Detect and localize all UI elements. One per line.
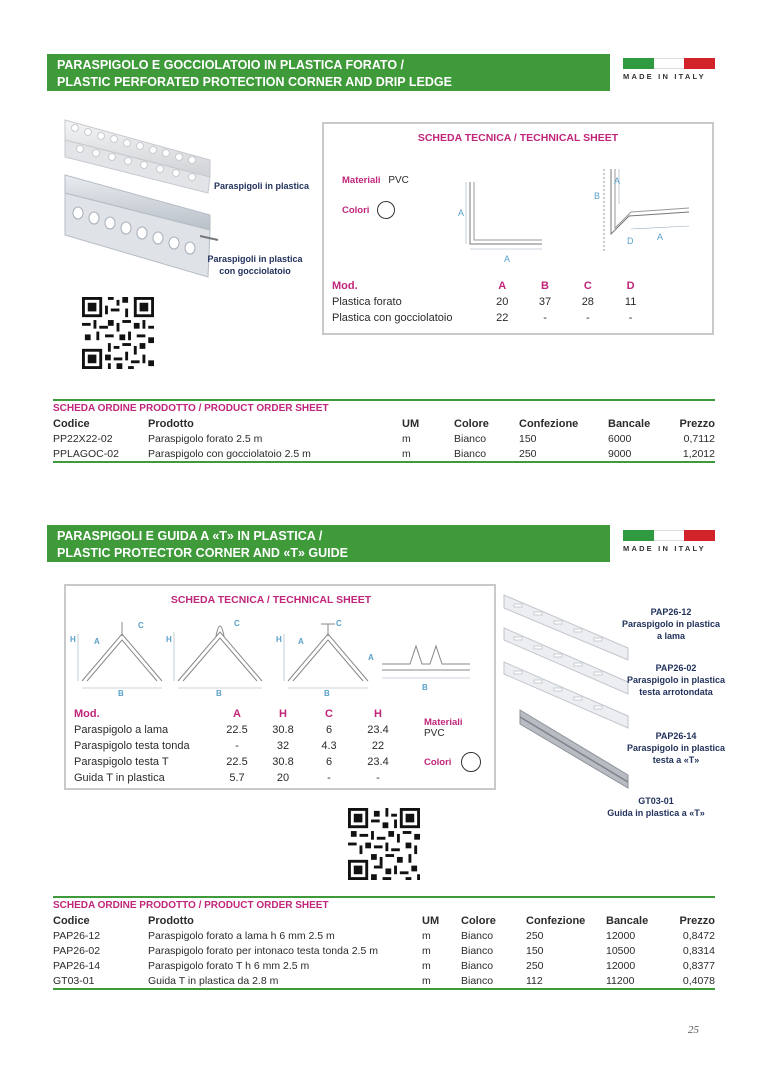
spec2-col-a: A xyxy=(233,708,241,720)
spec1-col-mod: Mod. xyxy=(332,280,358,292)
dim-label-b: B xyxy=(324,689,330,696)
made-in-italy-badge-2 xyxy=(623,530,715,553)
spec2-cell: 22.5 xyxy=(226,724,248,736)
dim-label-a: A xyxy=(458,208,465,218)
made-in-italy-badge-1 xyxy=(623,58,715,81)
order2-col-prezzo: Prezzo xyxy=(679,914,715,927)
order2-cell: m xyxy=(422,974,431,987)
dim-label-b: B xyxy=(594,191,601,201)
order2-col-confezione: Confezione xyxy=(526,914,586,927)
spec2-cell: - xyxy=(235,740,239,752)
spec2-cell: 6 xyxy=(325,724,333,736)
order2-cell: Bianco xyxy=(461,959,494,972)
caption-gt03-01 xyxy=(596,795,716,819)
order2-cell: 0,4078 xyxy=(682,974,715,987)
section1-banner xyxy=(47,54,610,91)
order1-cell: 9000 xyxy=(608,447,632,460)
order1-cell: Bianco xyxy=(454,432,487,445)
dim-label-a-right: A xyxy=(657,232,664,242)
caption-code: GT03-01 xyxy=(638,796,674,806)
spec1-row xyxy=(332,294,652,310)
spec2-row xyxy=(74,722,404,738)
spec2-cell: 22 xyxy=(371,740,385,752)
spec1-cell: Plastica con gocciolatoio xyxy=(332,312,453,324)
caption-pap26-12 xyxy=(614,606,728,642)
spec2-cell: - xyxy=(327,772,331,784)
colori-label: Colori xyxy=(424,756,452,768)
table-row xyxy=(53,446,715,462)
dim-label-c: C xyxy=(234,619,240,628)
order2-cell: Bianco xyxy=(461,929,494,942)
order2-cell: 250 xyxy=(526,929,544,942)
order1-cell: PPLAGOC-02 xyxy=(53,447,119,460)
caption-line2: a lama xyxy=(656,631,686,641)
order1-cell: 6000 xyxy=(608,432,632,445)
qr-code-icon xyxy=(82,297,154,369)
order1-cell: 150 xyxy=(519,432,537,445)
spec2-cell: 23.4 xyxy=(367,724,389,736)
technical-sheet-1 xyxy=(322,122,714,335)
order2-cell: 12000 xyxy=(606,959,636,972)
order1-col-prezzo: Prezzo xyxy=(679,417,715,430)
color-swatch-icon xyxy=(461,752,481,772)
dim-label-h: H xyxy=(70,635,76,644)
caption-line1: Paraspigolo in plastica xyxy=(626,743,726,753)
order-sheet-2 xyxy=(53,896,715,990)
spec1-cell: - xyxy=(585,312,590,324)
colori-row-1 xyxy=(342,201,395,219)
spec1-cell: 20 xyxy=(496,296,509,308)
spec-table-2 xyxy=(74,706,404,786)
caption-line1: Guida in plastica a «T» xyxy=(607,808,705,818)
order2-cell: m xyxy=(422,944,431,957)
caption-line1: Paraspigolo in plastica xyxy=(626,675,726,685)
spec2-col-mod: Mod. xyxy=(74,708,100,720)
materiali-label: Materiali xyxy=(424,717,463,728)
technical-sheet-2 xyxy=(64,584,496,790)
order2-cell: 250 xyxy=(526,959,544,972)
photo-caption-2-line1: Paraspigoli in plastica xyxy=(207,254,303,264)
profile-diagram-drip xyxy=(589,164,699,264)
order2-cell: 0,8377 xyxy=(682,959,715,972)
table-row xyxy=(53,958,715,973)
made-in-italy-text: MADE IN ITALY xyxy=(623,544,706,553)
materiali-row-1 xyxy=(342,175,409,186)
italian-flag-icon xyxy=(623,530,715,541)
technical-sheet-1-title: SCHEDA TECNICA / TECHNICAL SHEET xyxy=(417,132,619,144)
color-swatch-icon xyxy=(377,201,395,219)
order1-cell: Paraspigolo con gocciolatoio 2.5 m xyxy=(148,447,311,460)
caption-code: PAP26-12 xyxy=(650,607,692,617)
caption-pap26-14 xyxy=(614,730,738,766)
order1-cell: m xyxy=(402,432,411,445)
order2-cell: PAP26-12 xyxy=(53,929,101,942)
technical-sheet-2-title: SCHEDA TECNICA / TECHNICAL SHEET xyxy=(170,594,372,606)
caption-pap26-02 xyxy=(614,662,738,698)
dim-label-a: A xyxy=(368,653,374,662)
order-table-2 xyxy=(53,913,715,990)
dim-label-h: H xyxy=(276,635,282,644)
order2-cell: PAP26-02 xyxy=(53,944,101,957)
spec1-cell: 11 xyxy=(624,296,637,308)
order2-cell: 11200 xyxy=(606,974,635,987)
spec2-cell: 4.3 xyxy=(321,740,337,752)
spec2-col-h2: H xyxy=(374,708,382,720)
spec2-cell: Guida T in plastica xyxy=(74,772,165,784)
section1-banner-line2: PLASTIC PERFORATED PROTECTION CORNER AND DRIP LEDGE xyxy=(57,75,452,89)
dim-label-a: A xyxy=(298,637,304,646)
spec1-cell: 28 xyxy=(581,296,594,308)
spec1-cell: 37 xyxy=(538,296,552,308)
spec2-col-h: H xyxy=(279,708,287,720)
table-row xyxy=(53,431,715,446)
materiali-label: Materiali xyxy=(342,175,381,186)
caption-code: PAP26-14 xyxy=(655,731,697,741)
table-row xyxy=(53,973,715,989)
order2-cell: Guida T in plastica da 2.8 m xyxy=(148,974,279,987)
spec2-col-c: C xyxy=(325,708,333,720)
dim-label-c: C xyxy=(138,621,144,630)
order1-cell: Bianco xyxy=(454,447,487,460)
spec2-cell: 6 xyxy=(325,756,333,768)
order2-col-colore: Colore xyxy=(461,914,496,927)
dim-label-a: A xyxy=(94,637,100,646)
caption-line1: Paraspigolo in plastica xyxy=(621,619,721,629)
section2-banner xyxy=(47,525,610,562)
dim-label-h: H xyxy=(166,635,172,644)
spec2-cell: 20 xyxy=(276,772,290,784)
spec2-cell: 22.5 xyxy=(226,756,248,768)
italian-flag-icon xyxy=(623,58,715,69)
spec2-cell: 30.8 xyxy=(272,756,294,768)
made-in-italy-text: MADE IN ITALY xyxy=(623,72,706,81)
spec2-cell: Paraspigolo a lama xyxy=(74,724,169,736)
materiali-value: PVC xyxy=(388,175,409,186)
order2-cell: Paraspigolo forato a lama h 6 mm 2.5 m xyxy=(148,929,335,942)
order2-cell: 150 xyxy=(526,944,544,957)
order2-col-prodotto: Prodotto xyxy=(148,914,194,927)
order2-col-um: UM xyxy=(422,914,440,927)
dim-label-d: D xyxy=(627,236,634,246)
order1-cell: PP22X22-02 xyxy=(53,432,113,445)
order1-col-codice: Codice xyxy=(53,417,90,430)
order2-col-codice: Codice xyxy=(53,914,90,927)
order1-col-colore: Colore xyxy=(454,417,489,430)
order2-cell: 0,8314 xyxy=(682,944,715,957)
dim-label-b: B xyxy=(422,683,428,692)
spec-table-1 xyxy=(332,278,652,326)
order2-cell: Bianco xyxy=(461,974,494,987)
order2-cell: 10500 xyxy=(606,944,636,957)
order2-col-bancale: Bancale xyxy=(606,914,649,927)
order2-cell: 12000 xyxy=(606,929,636,942)
materiali-value: PVC xyxy=(424,728,445,739)
order-table-1 xyxy=(53,416,715,463)
materiali-row-2 xyxy=(424,717,463,739)
table-row xyxy=(53,943,715,958)
spec2-cell: 23.4 xyxy=(367,756,389,768)
order2-cell: Paraspigolo forato T h 6 mm 2.5 m xyxy=(148,959,310,972)
section1-banner-line1: PARASPIGOLO E GOCCIOLATOIO IN PLASTICA FORATO / xyxy=(57,58,405,72)
spec1-cell: - xyxy=(543,312,547,324)
order1-cell: 0,7112 xyxy=(683,432,715,445)
order1-cell: m xyxy=(402,447,411,460)
order1-col-bancale: Bancale xyxy=(608,417,651,430)
spec2-row xyxy=(74,738,404,754)
order2-cell: m xyxy=(422,959,431,972)
spec2-cell: 32 xyxy=(276,740,290,752)
spec2-cell: 5.7 xyxy=(229,772,245,784)
order-sheet-1 xyxy=(53,399,715,463)
profile-diagrams-t xyxy=(70,616,490,696)
spec2-cell: - xyxy=(376,772,380,784)
order1-cell: 1,2012 xyxy=(682,447,715,460)
order1-col-prodotto: Prodotto xyxy=(148,417,194,430)
corner-profiles-photo xyxy=(500,590,630,805)
colori-row-2 xyxy=(424,752,481,772)
order-sheet-1-title: SCHEDA ORDINE PRODOTTO / PRODUCT ORDER SHEET xyxy=(53,399,715,416)
order2-cell: PAP26-14 xyxy=(53,959,101,972)
spec2-row xyxy=(74,754,404,770)
section2-banner-line1: PARASPIGOLI E GUIDA A «T» IN PLASTICA / xyxy=(57,529,323,543)
spec1-cell: 22 xyxy=(496,312,509,324)
qr-code-icon xyxy=(348,808,420,880)
spec2-cell: Paraspigolo testa tonda xyxy=(74,740,190,752)
spec1-cell: Plastica forato xyxy=(332,296,402,308)
spec1-row xyxy=(332,310,652,326)
dim-label-a-top: A xyxy=(614,176,621,186)
spec2-cell: Paraspigolo testa T xyxy=(74,756,169,768)
order2-cell: Bianco xyxy=(461,944,494,957)
photo-caption-2-line2: con gocciolatoio xyxy=(219,266,291,276)
dim-label-a-bottom: A xyxy=(504,254,511,264)
spec1-col-d: D xyxy=(626,280,635,292)
photo-caption-2 xyxy=(193,253,317,277)
dim-label-b: B xyxy=(118,689,124,696)
order2-cell: GT03-01 xyxy=(53,974,95,987)
order1-col-um: UM xyxy=(402,417,420,430)
order2-cell: 0,8472 xyxy=(682,929,715,942)
order-sheet-2-title: SCHEDA ORDINE PRODOTTO / PRODUCT ORDER SHEET xyxy=(53,896,715,913)
dim-label-b: B xyxy=(216,689,222,696)
spec2-cell: 30.8 xyxy=(272,724,294,736)
spec1-col-c: C xyxy=(583,280,592,292)
spec1-col-b: B xyxy=(541,280,549,292)
colori-label: Colori xyxy=(342,204,370,216)
photo-caption-1: Paraspigoli in plastica xyxy=(213,181,309,191)
caption-code: PAP26-02 xyxy=(655,663,697,673)
spec1-cell: - xyxy=(628,312,633,324)
order2-cell: Paraspigolo forato per intonaco testa tonda 2.5 m xyxy=(148,944,378,957)
spec2-row xyxy=(74,770,404,786)
order2-cell: m xyxy=(422,929,431,942)
order1-col-confezione: Confezione xyxy=(519,417,579,430)
dim-label-c: C xyxy=(336,619,342,628)
profile-diagram-l xyxy=(454,174,554,264)
caption-line2: testa a «T» xyxy=(652,755,700,765)
order1-cell: Paraspigolo forato 2.5 m xyxy=(148,432,263,445)
page-number: 25 xyxy=(688,1024,699,1036)
spec1-col-a: A xyxy=(498,280,507,292)
order1-cell: 250 xyxy=(519,447,537,460)
caption-line2: testa arrotondata xyxy=(639,687,713,697)
section2-banner-line2: PLASTIC PROTECTOR CORNER AND «T» GUIDE xyxy=(57,546,348,560)
order2-cell: 112 xyxy=(526,974,543,987)
table-row xyxy=(53,928,715,943)
